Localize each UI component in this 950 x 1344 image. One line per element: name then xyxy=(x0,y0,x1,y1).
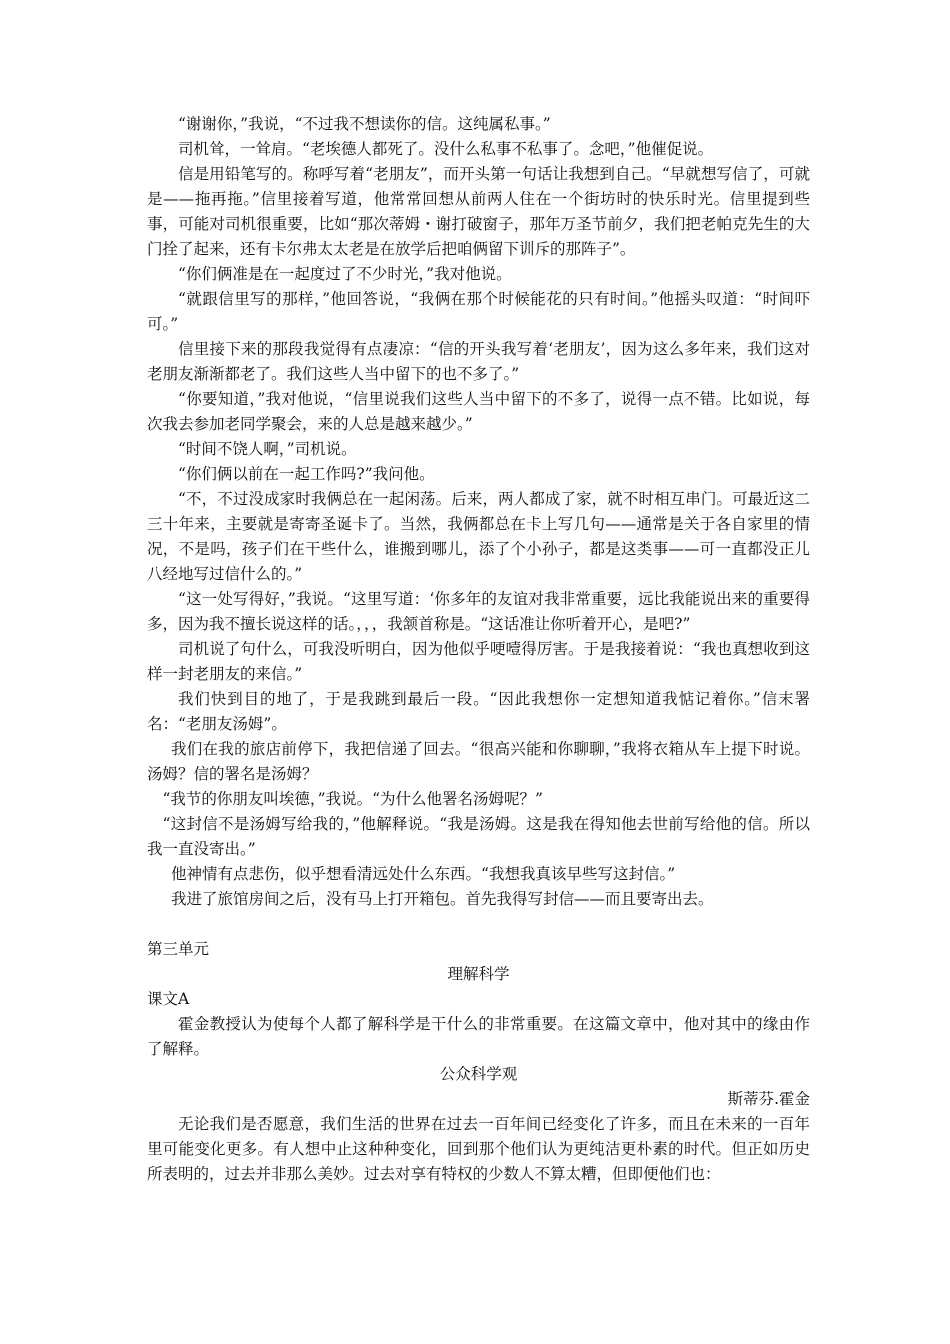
paragraph: “这封信不是汤姆写给我的，”他解释说。“我是汤姆。这是我在得知他去世前写给他的信。所以我一直没寄出。” xyxy=(147,815,810,858)
body-paragraph: 无论我们是否愿意，我们生活的世界在过去一百年间已经变化了许多，而且在未来的一百年里可能变化更多。有人想中止这种种变化，回到那个他们认为更纯洁更朴素的时代。但正如历史所表明的，过去并非那么美妙。过去对享有特权的少数人不算太糟，但即便他们也： xyxy=(147,1115,810,1183)
paragraph: “你们俩以前在一起工作吗?”我问他。 xyxy=(178,465,435,483)
paragraph: “不，不过没成家时我俩总在一起闲荡。后来，两人都成了家，就不时相互串门。可最近这二三十年来，主要就是寄寄圣诞卡了。当然，我俩都总在卡上写几句——通常是关于各自家里的情况，不是吗，孩子们在干些什么，谁搬到哪儿，添了个小孙子，都是这类事——可一直都没正儿八经地写过信什么的。” xyxy=(147,490,810,583)
paragraph: 我们快到目的地了，于是我跳到最后一段。“因此我想你一定想知道我惦记着你。”信末署名：“老朋友汤姆”。 xyxy=(147,690,810,733)
document-page xyxy=(147,112,810,1187)
paragraph: “你要知道，”我对他说，“信里说我们这些人当中留下的不多了，说得一点不错。比如说，每次我去参加老同学聚会，来的人总是越来越少。” xyxy=(147,390,810,433)
paragraph: 司机耸，一耸肩。“老埃德人都死了。没什么私事不私事了。念吧，”他催促说。 xyxy=(178,140,714,158)
section-gap xyxy=(147,912,810,937)
paragraph: 我们在我的旅店前停下，我把信递了回去。“很高兴能和你聊聊，”我将衣箱从车上提下时说。汤姆？信的署名是汤姆？ xyxy=(147,740,810,783)
article-author: 斯蒂芬.霍金 xyxy=(727,1090,810,1108)
lesson-label: 课文A xyxy=(147,990,190,1008)
paragraph: “就跟信里写的那样，”他回答说，“我俩在那个时候能花的只有时间。”他摇头叹道：“时间吓可。” xyxy=(147,290,810,333)
paragraph: 我进了旅馆房间之后，没有马上打开箱包。首先我得写封信——而且要寄出去。 xyxy=(171,890,714,908)
paragraph: “谢谢你，”我说，“不过我不想读你的信。这纯属私事。” xyxy=(178,115,551,133)
paragraph: “这一处写得好，”我说。“这里写道：‘你多年的友谊对我非常重要，远比我能说出来的重要得多，因为我不擅长说这样的话。，，，我颔首称是。“这话准让你听着开心，是吧?” xyxy=(147,590,810,633)
intro-paragraph: 霍金教授认为使每个人都了解科学是干什么的非常重要。在这篇文章中，他对其中的缘由作了解释。 xyxy=(147,1015,810,1058)
unit-title: 理解科学 xyxy=(447,965,510,983)
paragraph: “我节的你朋友叫埃德，”我说。“为什么他署名汤姆呢？” xyxy=(162,790,543,808)
unit-heading: 第三单元 xyxy=(147,940,210,958)
paragraph: 司机说了句什么，可我没听明白，因为他似乎哽噎得厉害。于是我接着说：“我也真想收到这样一封老朋友的来信。” xyxy=(147,640,810,683)
paragraph: 他神情有点悲伤，似乎想看清远处什么东西。“我想我真该早些写这封信。” xyxy=(171,865,676,883)
paragraph: “时间不饶人啊，”司机说。 xyxy=(178,440,357,458)
article-title: 公众科学观 xyxy=(439,1065,518,1083)
paragraph: “你们俩准是在一起度过了不少时光，”我对他说。 xyxy=(178,265,512,283)
paragraph: 信里接下来的那段我觉得有点凄凉：“信的开头我写着‘老朋友’，因为这么多年来，我们这对老朋友渐渐都老了。我们这些人当中留下的也不多了。” xyxy=(147,340,810,383)
paragraph: 信是用铅笔写的。称呼写着“老朋友”，而开头第一句话让我想到自己。“早就想写信了，可就是——拖再拖。”信里接着写道，他常常回想从前两人住在一个街坊时的快乐时光。信里提到些事，可能对司机很重要，比如“那次蒂姆・谢打破窗子，那年万圣节前夕，我们把老帕克先生的大门拴了起来，还有卡尔弗太太老是在放学后把咱俩留下训斥的那阵子”。 xyxy=(147,165,810,258)
